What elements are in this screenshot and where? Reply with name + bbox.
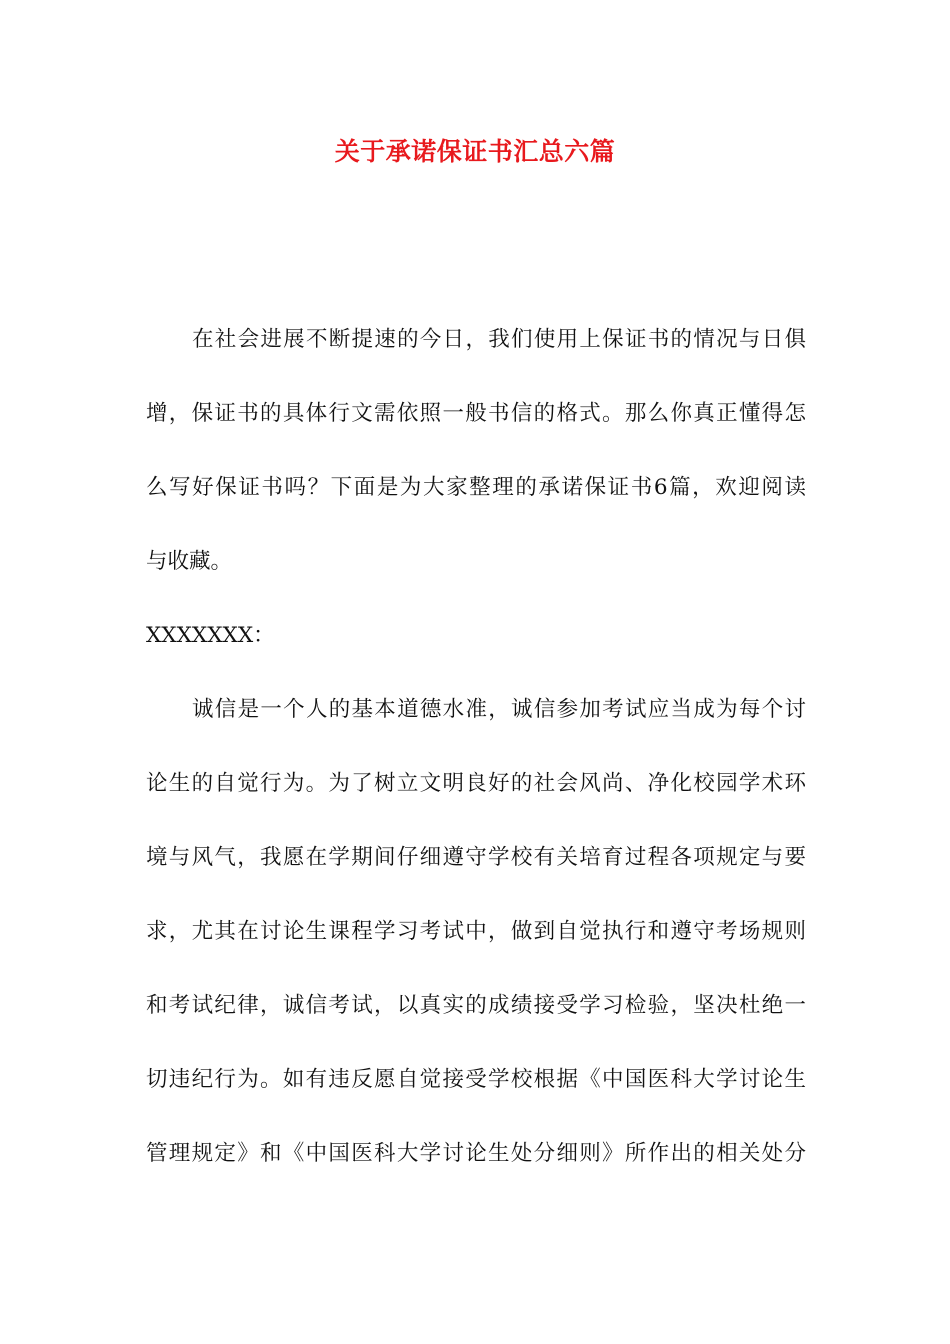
body-line-7: 管理规定》和《中国医科大学讨论生处分细则》所作出的相关处分 bbox=[146, 1141, 806, 1166]
body-line-6: 切违纪行为。如有违反愿自觉接受学校根据《中国医科大学讨论生 bbox=[146, 1067, 806, 1092]
body-line-4: 求，尤其在讨论生课程学习考试中，做到自觉执行和遵守考场规则 bbox=[146, 919, 806, 944]
document-body bbox=[146, 318, 806, 1206]
salutation: XXXXXXX： bbox=[146, 623, 275, 648]
intro-line-2: 增，保证书的具体行文需依照一般书信的格式。那么你真正懂得怎 bbox=[146, 401, 806, 426]
intro-line-3: 么写好保证书吗？下面是为大家整理的承诺保证书6篇，欢迎阅读 bbox=[146, 475, 806, 500]
body-line-2: 论生的自觉行为。为了树立文明良好的社会风尚、净化校园学术环 bbox=[146, 771, 806, 796]
document-title: 关于承诺保证书汇总六篇 bbox=[334, 137, 616, 166]
intro-line-4: 与收藏。 bbox=[146, 549, 233, 574]
body-line-1: 诚信是一个人的基本道德水准，诚信参加考试应当成为每个讨 bbox=[192, 697, 806, 722]
intro-line-1: 在社会进展不断提速的今日，我们使用上保证书的情况与日俱 bbox=[192, 327, 806, 352]
body-line-3: 境与风气，我愿在学期间仔细遵守学校有关培育过程各项规定与要 bbox=[146, 845, 806, 870]
body-line-5: 和考试纪律，诚信考试，以真实的成绩接受学习检验，坚决杜绝一 bbox=[146, 993, 806, 1018]
